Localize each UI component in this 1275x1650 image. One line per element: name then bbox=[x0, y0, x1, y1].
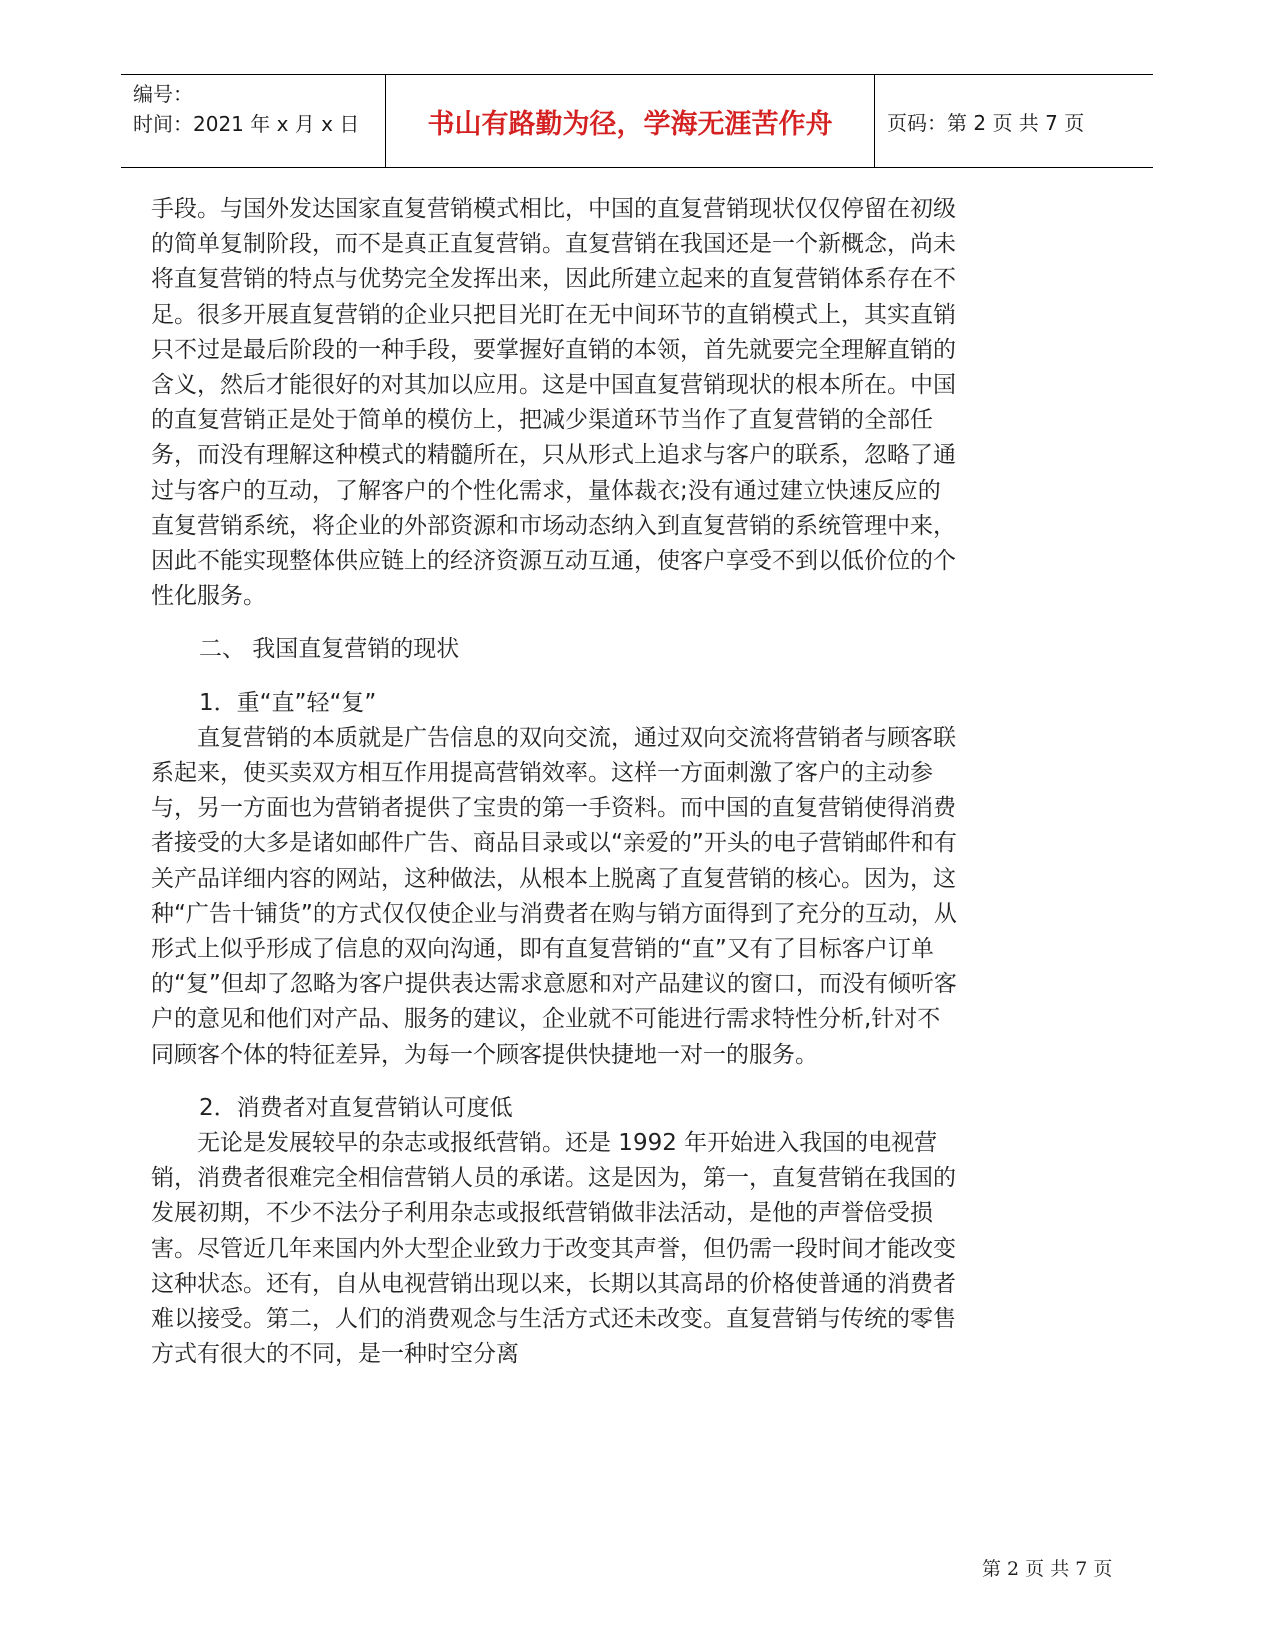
subsection-heading-2: 2．消费者对直复营销认可度低 bbox=[199, 1094, 513, 1121]
paragraph-2: 直复营销的本质就是广告信息的双向交流，通过双向交流将营销者与顾客联系起来，使买卖双方相互作用提高营销效率。这样一方面刺激了客户的主动参与，另一方面也为营销者提供了宝贵的第一手资料。而中国的直复营销使得消费者接受的大多是诸如邮件广告、商品目录或以“亲爱的”开头的电子营销邮件和有关产品详细内容的网站，这种做法，从根本上脱离了直复营销的核心。因为，这种“广告十铺货”的方式仅仅使企业与消费者在购与销方面得到了充分的互动，从形式上似乎形成了信息的双向沟通，即有直复营销的“直”又有了目标客户订单的“复”但却了忽略为客户提供表达需求意愿和对产品建议的窗口，而没有倾听客户的意见和他们对产品、服务的建议，企业就不可能进行需求特性分析,针对不同顾客个体的特征差异，为每一个顾客提供快捷地一对一的服务。 bbox=[151, 724, 957, 1068]
header-page-label: 页码：第 2 页 共 7 页 bbox=[887, 110, 1085, 135]
header-meta bbox=[121, 75, 385, 167]
time-label: 时间：2021 年 x 月 x 日 bbox=[133, 112, 360, 136]
paragraph-1: 手段。与国外发达国家直复营销模式相比，中国的直复营销现状仅仅停留在初级的简单复制阶段，而不是真正直复营销。直复营销在我国还是一个新概念，尚未将直复营销的特点与优势完全发挥出来，因此所建立起来的直复营销体系存在不足。很多开展直复营销的企业只把目光盯在无中间环节的直销模式上，其实直销只不过是最后阶段的一种手段，要掌握好直销的本领，首先就要完全理解直销的含义，然后才能很好的对其加以应用。这是中国直复营销现状的根本所在。中国的直复营销正是处于简单的模仿上，把减少渠道环节当作了直复营销的全部任务，而没有理解这种模式的精髓所在，只从形式上追求与客户的联系，忽略了通过与客户的互动，了解客户的个性化需求，量体裁衣;没有通过建立快速反应的直复营销系统，将企业的外部资源和市场动态纳入到直复营销的系统管理中来，因此不能实现整体供应链上的经济资源互动互通，使客户享受不到以低价位的个性化服务。 bbox=[151, 196, 956, 610]
document-body bbox=[151, 192, 961, 1373]
page-header bbox=[121, 74, 1153, 168]
paragraph-3: 无论是发展较早的杂志或报纸营销。还是 1992 年开始进入我国的电视营销，消费者很难完全相信营销人员的承诺。这是因为，第一，直复营销在我国的发展初期，不少不法分子利用杂志或报纸营销做非法活动，是他的声誉倍受损害。尽管近几年来国内外大型企业致力于改变其声誉，但仍需一段时间才能改变这种状态。还有，自从电视营销出现以来，长期以其高昂的价格使普通的消费者难以接受。第二，人们的消费观念与生活方式还未改变。直复营销与传统的零售方式有很大的不同，是一种时空分离 bbox=[151, 1130, 956, 1368]
subsection-heading-1: 1．重“直”轻“复” bbox=[199, 689, 377, 716]
number-label: 编号： bbox=[133, 82, 193, 106]
section-heading: 二、 我国直复营销的现状 bbox=[199, 636, 460, 663]
header-motto: 书山有路勤为径，学海无涯苦作舟 bbox=[385, 75, 875, 167]
page-footer: 第 2 页 共 7 页 bbox=[982, 1558, 1113, 1580]
